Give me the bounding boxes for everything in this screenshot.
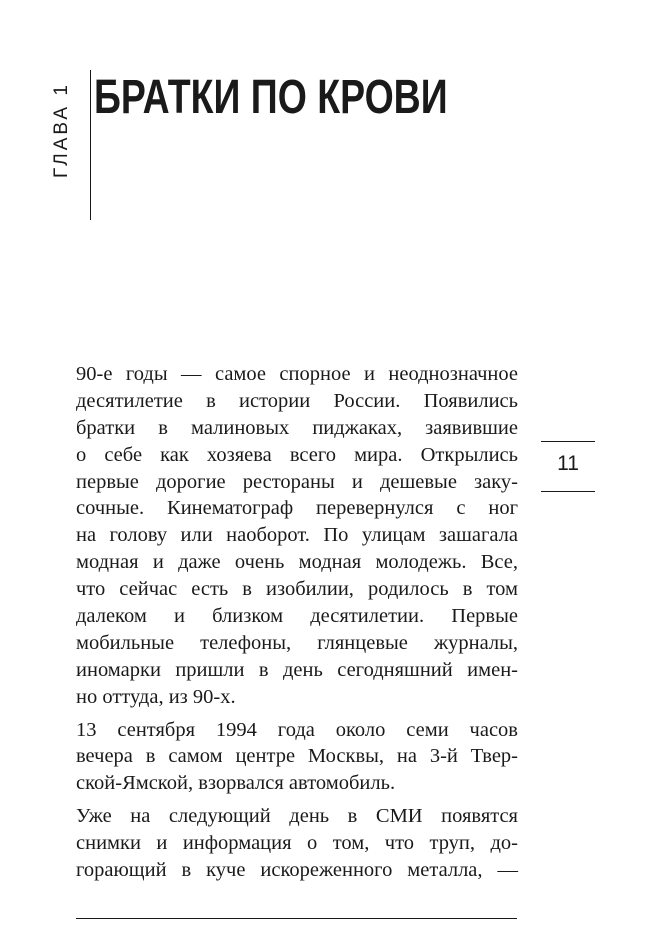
text-line: иномарки пришли в день сегодняшний имен-	[76, 658, 518, 681]
text-line: вечера в самом центре Москвы, на 3-й Твер-	[76, 745, 518, 768]
paragraph	[76, 717, 518, 798]
chapter-vertical-rule	[90, 70, 91, 220]
text-line: о себе как хозяева всего мира. Открылись	[76, 443, 518, 466]
footer-rule	[76, 918, 517, 919]
text-line: десятилетие в истории России. Появились	[76, 389, 518, 412]
text-line: что сейчас есть в изобилии, родилось в том	[76, 578, 518, 601]
text-line: снимки и информация о том, что труп, до-	[76, 832, 518, 855]
paragraph	[76, 803, 518, 884]
text-line: модная и даже очень модная молодежь. Все,	[76, 551, 518, 574]
chapter-title: БРАТКИ ПО КРОВИ	[94, 71, 448, 124]
page-number-bottom-rule	[541, 491, 595, 492]
text-line: первые дорогие рестораны и дешевые заку-	[76, 470, 518, 493]
text-line: далеком и близком десятилетии. Первые	[76, 605, 518, 628]
text-line: ской-Ямской, взорвался автомобиль.	[76, 772, 396, 795]
chapter-number: ГЛАВА 1	[51, 82, 72, 178]
text-line: Уже на следующий день в СМИ появятся	[76, 805, 518, 828]
text-line: сочные. Кинематограф перевернулся с ног	[76, 497, 518, 520]
text-line: братки в малиновых пиджаках, заявившие	[76, 416, 518, 439]
page-number: 11	[557, 452, 579, 475]
text-line: мобильные телефоны, глянцевые журналы,	[76, 631, 518, 654]
text-line: но оттуда, из 90-х.	[76, 685, 236, 708]
paragraph	[76, 361, 518, 711]
text-line: на голову или наоборот. По улицам зашагала	[76, 524, 518, 547]
body-text	[76, 361, 518, 884]
text-line: 90-е годы — самое спорное и неоднозначное	[76, 363, 518, 385]
chapter-label-vertical	[42, 60, 82, 200]
text-line: горающий в куче искореженного металла, —	[76, 859, 518, 882]
page-number-top-rule	[541, 441, 595, 442]
text-line: 13 сентября 1994 года около семи часов	[76, 718, 518, 741]
